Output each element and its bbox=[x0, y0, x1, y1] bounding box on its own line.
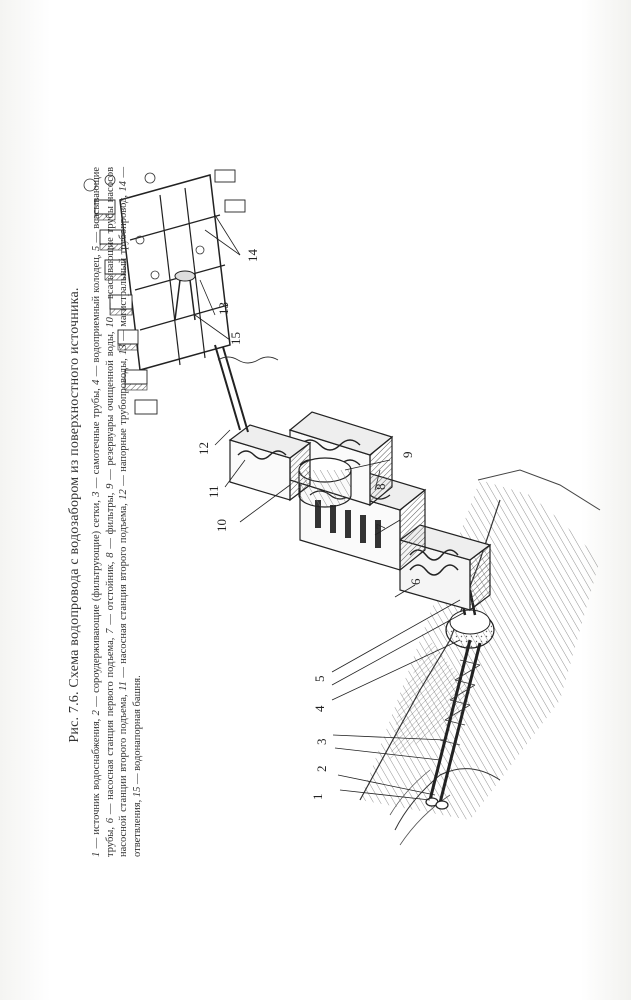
legend-text: самотечные трубы bbox=[91, 390, 102, 475]
callout-15: 15 bbox=[228, 332, 243, 345]
callout-7: 7 bbox=[373, 523, 388, 530]
legend-number: 8 bbox=[104, 552, 116, 558]
callout-5: 5 bbox=[312, 675, 327, 682]
legend-number: 7 bbox=[104, 628, 116, 634]
caption-legend: 1 — источник водоснабжения, 2 — сороудерживающие (фильтрующие) сетки, 3 — самотечные трубы, 4 — водоприемный колодец, 5 — всасывающие трубы, 6 — насосная станция первого подъема, 7 — отстойник, 8 — фильтры, 9 — резервуары очищенной воды, 10 — всасывающие трубы насосов насосной станции второго подъема, 11 — насосная станция второго подъема, 12 — напорные трубопроводы, 13 — магистральный трубопровод, 14 — ответвления, 15 — водонапорная башня. bbox=[91, 166, 143, 857]
callout-4: 4 bbox=[312, 705, 327, 712]
legend-text: ответвления bbox=[131, 802, 143, 857]
legend-text: всасывающие трубы насосов насосной станции второго подъема bbox=[104, 166, 129, 857]
legend-number: 13 bbox=[118, 344, 129, 355]
legend-text: фильтры bbox=[104, 495, 116, 535]
legend-number: 15 bbox=[131, 786, 143, 798]
pressure-pipelines bbox=[215, 345, 278, 432]
legend-number: 3 bbox=[91, 491, 102, 497]
legend-number: 11 bbox=[118, 681, 129, 691]
legend-text: насосная станция первого подъема bbox=[104, 640, 116, 800]
callout-11: 11 bbox=[206, 485, 221, 498]
legend-text: магистральный трубопровод bbox=[118, 197, 129, 327]
callout-8: 8 bbox=[373, 483, 388, 490]
intake-well bbox=[446, 610, 494, 648]
legend-number: 10 bbox=[104, 317, 116, 328]
legend-number: 5 bbox=[91, 245, 102, 252]
legend-text: водоприемный колодец bbox=[91, 257, 102, 363]
callout-13: 13 bbox=[216, 302, 231, 315]
legend-number: 1 bbox=[91, 851, 102, 857]
legend-text: резервуары очищенной воды bbox=[104, 334, 116, 466]
legend-number: 6 bbox=[104, 817, 116, 824]
legend-text: сороудерживающие (фильтрующие) сетки bbox=[91, 502, 102, 693]
legend-number: 9 bbox=[104, 483, 116, 489]
legend-text: отстойник bbox=[104, 564, 116, 611]
callout-10: 10 bbox=[214, 519, 229, 532]
legend-text: водонапорная башня bbox=[131, 677, 143, 771]
legend-number: 14 bbox=[118, 180, 129, 192]
legend-text: всасывающие трубы bbox=[91, 166, 116, 857]
callout-12: 12 bbox=[196, 442, 211, 455]
legend-text: напорные трубопроводы bbox=[118, 360, 129, 472]
callout-9: 9 bbox=[400, 451, 415, 458]
callout-3: 3 bbox=[314, 738, 329, 745]
legend-number: 2 bbox=[91, 710, 102, 716]
callout-2: 2 bbox=[314, 765, 329, 772]
legend-text: источник водоснабжения bbox=[91, 721, 102, 835]
caption-title: Рис. 7.6. Схема водопровода с водозабором из поверхностного источника. bbox=[67, 287, 82, 743]
callout-14: 14 bbox=[245, 249, 260, 262]
legend-text: насосная станция второго подъема bbox=[118, 505, 129, 664]
legend-number: 4 bbox=[91, 379, 102, 385]
legend-number: 12 bbox=[118, 489, 129, 500]
callout-1: 1 bbox=[310, 793, 325, 800]
callout-6: 6 bbox=[408, 578, 423, 585]
